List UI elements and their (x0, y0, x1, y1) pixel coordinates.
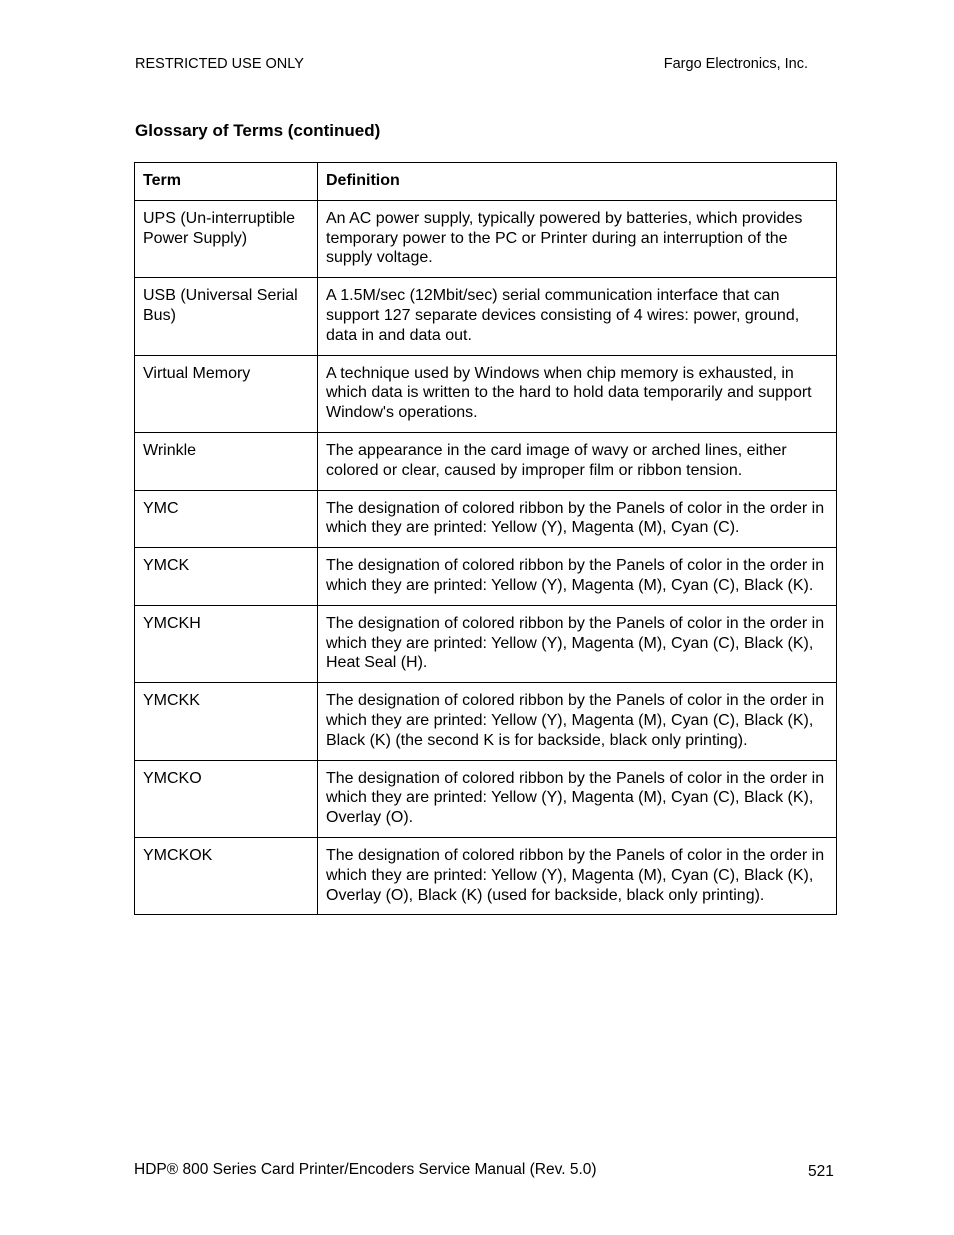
definition-cell: The appearance in the card image of wavy or arched lines, either colored or clear, caused by improper film or ribbon tension. (318, 432, 837, 490)
term-cell: YMCKO (135, 760, 318, 837)
column-header-definition: Definition (318, 163, 837, 201)
term-cell: UPS (Un-interruptible Power Supply) (135, 200, 318, 277)
header-left: RESTRICTED USE ONLY (135, 56, 304, 72)
table-row (135, 548, 837, 606)
term-cell: YMCKH (135, 605, 318, 682)
term-cell: YMCKK (135, 683, 318, 760)
term-cell: YMCK (135, 548, 318, 606)
footer-page-number: 521 (808, 1163, 834, 1180)
definition-cell: The designation of colored ribbon by the Panels of color in the order in which they are printed: Yellow (Y), Magenta (M), Cyan (C), Black (K), Black (K) (the second K is for backside, black only printing). (318, 683, 837, 760)
term-cell: YMCKOK (135, 837, 318, 914)
definition-cell: The designation of colored ribbon by the Panels of color in the order in which they are printed: Yellow (Y), Magenta (M), Cyan (C), Black (K), Overlay (O), Black (K) (used for backside, black only printing). (318, 837, 837, 914)
term-cell: Wrinkle (135, 432, 318, 490)
term-cell: YMC (135, 490, 318, 548)
table-row (135, 837, 837, 914)
table-row (135, 490, 837, 548)
table-header-row (135, 163, 837, 201)
definition-cell: The designation of colored ribbon by the Panels of color in the order in which they are printed: Yellow (Y), Magenta (M), Cyan (C), Black (K). (318, 548, 837, 606)
header-right: Fargo Electronics, Inc. (663, 56, 808, 72)
column-header-term: Term (135, 163, 318, 201)
definition-cell: The designation of colored ribbon by the Panels of color in the order in which they are printed: Yellow (Y), Magenta (M), Cyan (C), Black (K), Heat Seal (H). (318, 605, 837, 682)
term-cell: USB (Universal Serial Bus) (135, 278, 318, 355)
definition-cell: An AC power supply, typically powered by batteries, which provides temporary power to the PC or Printer during an interruption of the supply voltage. (318, 200, 837, 277)
definition-cell: A technique used by Windows when chip memory is exhausted, in which data is written to the hard to hold data temporarily and support Window's operations. (318, 355, 837, 432)
table-row (135, 355, 837, 432)
glossary-table (134, 162, 837, 915)
page-title: Glossary of Terms (continued) (135, 121, 381, 140)
table-row (135, 605, 837, 682)
table-row (135, 683, 837, 760)
definition-cell: A 1.5M/sec (12Mbit/sec) serial communication interface that can support 127 separate devices consisting of 4 wires: power, ground, data in and data out. (318, 278, 837, 355)
footer-manual-title: HDP® 800 Series Card Printer/Encoders Service Manual (Rev. 5.0) (134, 1161, 597, 1178)
table-row (135, 200, 837, 277)
table-row (135, 278, 837, 355)
term-cell: Virtual Memory (135, 355, 318, 432)
table-row (135, 760, 837, 837)
definition-cell: The designation of colored ribbon by the Panels of color in the order in which they are printed: Yellow (Y), Magenta (M), Cyan (C). (318, 490, 837, 548)
definition-cell: The designation of colored ribbon by the Panels of color in the order in which they are printed: Yellow (Y), Magenta (M), Cyan (C), Black (K), Overlay (O). (318, 760, 837, 837)
table-row (135, 432, 837, 490)
